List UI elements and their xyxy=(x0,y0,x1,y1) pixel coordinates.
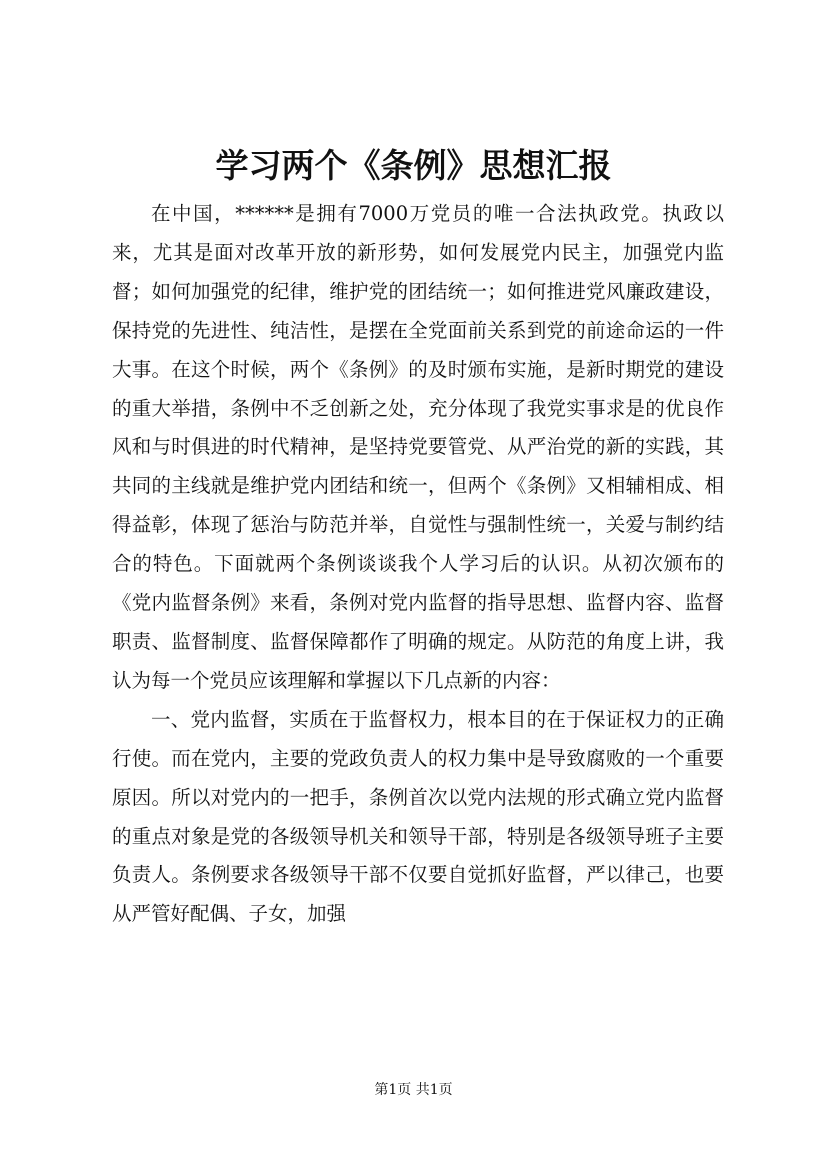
page-number-footer: 第1页 共1页 xyxy=(374,1082,453,1098)
document-title: 学习两个《条例》思想汇报 xyxy=(215,146,612,185)
paragraph-point-one: 一、党内监督，实质在于监督权力，根本目的在于保证权力的正确行使。而在党内，主要的党政负责人的权力集中是导致腐败的一个重要原因。所以对党内的一把手，条例首次以党内法规的形式确立党内监督的重点对象是党的各级领导机关和领导干部，特别是各级领导班子主要负责人。条例要求各级领导干部不仅要自觉抓好监督，严以律己，也要从严管好配偶、子女，加强 xyxy=(112,707,724,926)
document-body xyxy=(112,195,724,934)
paragraph-intro: 在中国，******是拥有7000万党员的唯一合法执政党。执政以来，尤其是面对改革开放的新形势，如何发展党内民主，加强党内监督；如何加强党的纪律，维护党的团结统一；如何推进党风廉政建设，保持党的先进性、纯洁性，是摆在全党面前关系到党的前途命运的一件大事。在这个时候，两个《条例》的及时颁布实施，是新时期党的建设的重大举措，条例中不乏创新之处，充分体现了我党实事求是的优良作风和与时俱进的时代精神，是坚持党要管党、从严治党的新的实践，其共同的主线就是维护党内团结和统一，但两个《条例》又相辅相成、相得益彰，体现了惩治与防范并举，自觉性与强制性统一，关爱与制约结合的特色。下面就两个条例谈谈我个人学习后的认识。从初次颁布的《党内监督条例》来看，条例对党内监督的指导思想、监督内容、监督职责、监督制度、监督保障都作了明确的规定。从防范的角度上讲，我认为每一个党员应该理解和掌握以下几点新的内容： xyxy=(112,202,724,692)
